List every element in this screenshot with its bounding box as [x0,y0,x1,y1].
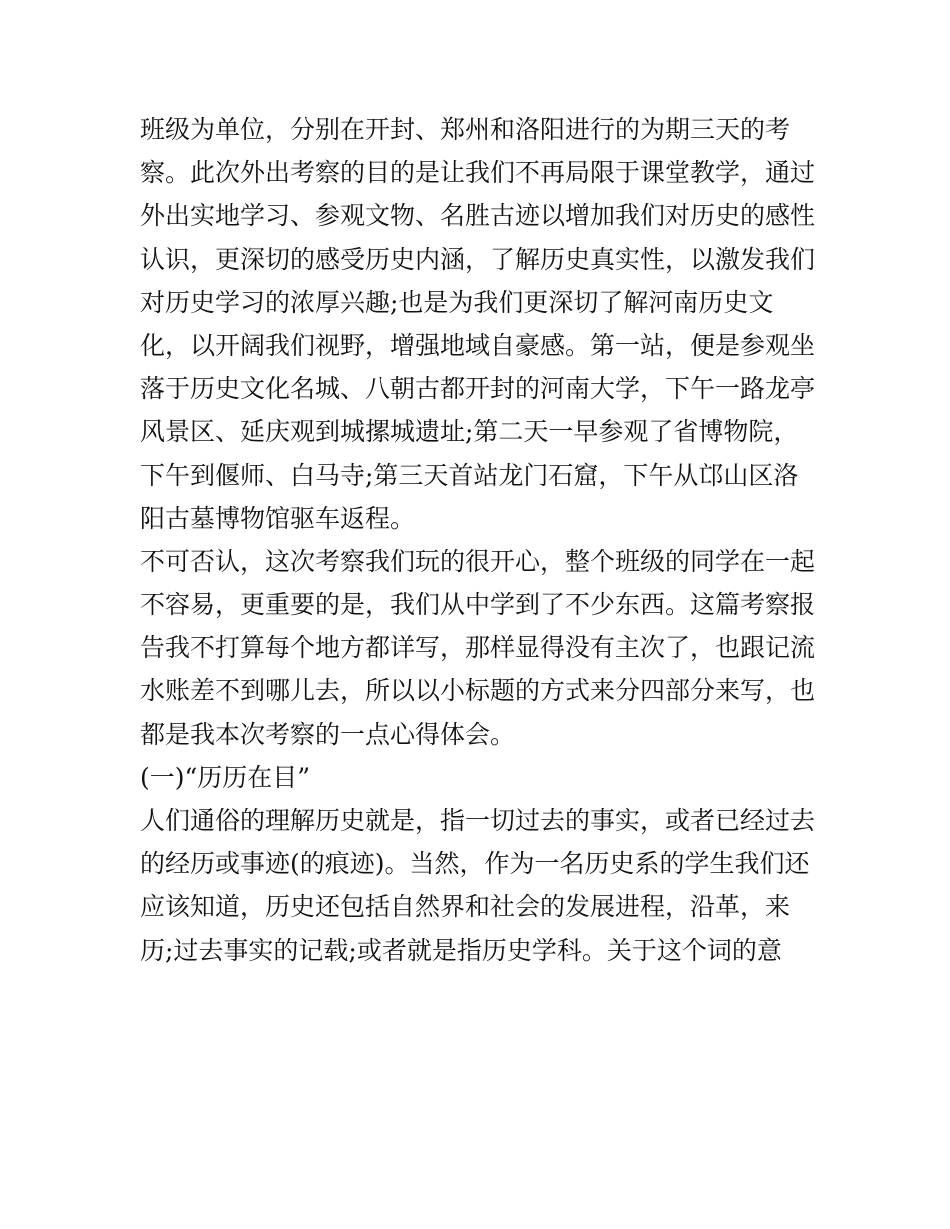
text-line: 察。此次外出考察的目的是让我们不再局限于课堂教学，通过 [140,158,816,188]
text-line: 不容易，更重要的是，我们从中学到了不少东西。这篇考察报 [140,590,816,620]
text-line: 历;过去事实的记载;或者就是指历史学科。关于这个词的意 [140,935,782,965]
text-line: 认识，更深切的感受历史内涵，了解历史真实性，以激发我们 [140,244,816,274]
text-line: 化，以开阔我们视野，增强地域自豪感。第一站，便是参观坐 [140,330,816,360]
text-line: 阳古墓博物馆驱车返程。 [140,503,416,533]
text-line: 告我不打算每个地方都详写，那样显得没有主次了，也跟记流 [140,633,816,663]
text-line: 落于历史文化名城、八朝古都开封的河南大学，下午一路龙亭 [140,374,816,404]
text-line: 人们通俗的理解历史就是，指一切过去的事实，或者已经过去 [140,806,816,835]
text-line: 不可否认，这次考察我们玩的很开心，整个班级的同学在一起 [140,546,816,576]
section-heading: (一)“历历在目” [140,762,311,792]
text-line: 水账差不到哪儿去，所以以小标题的方式来分四部分来写，也 [140,676,816,706]
text-line: 对历史学习的浓厚兴趣;也是为我们更深切了解河南历史文 [140,287,774,317]
document-body-text [140,108,820,972]
text-line: 都是我本次考察的一点心得体会。 [140,719,516,749]
text-line: 的经历或事迹(的痕迹)。当然，作为一名历史系的学生我们还 [140,849,810,879]
text-line: 班级为单位，分别在开封、郑州和洛阳进行的为期三天的考 [140,115,791,144]
text-line: 应该知道，历史还包括自然界和社会的发展进程，沿革，来 [140,892,791,922]
text-line: 外出实地学习、参观文物、名胜古迹以增加我们对历史的感性 [140,201,816,231]
text-line: 风景区、延庆观到城摞城遗址;第二天一早参观了省博物院， [140,417,799,447]
text-line: 下午到偃师、白马寺;第三天首站龙门石窟，下午从邙山区洛 [140,460,799,490]
